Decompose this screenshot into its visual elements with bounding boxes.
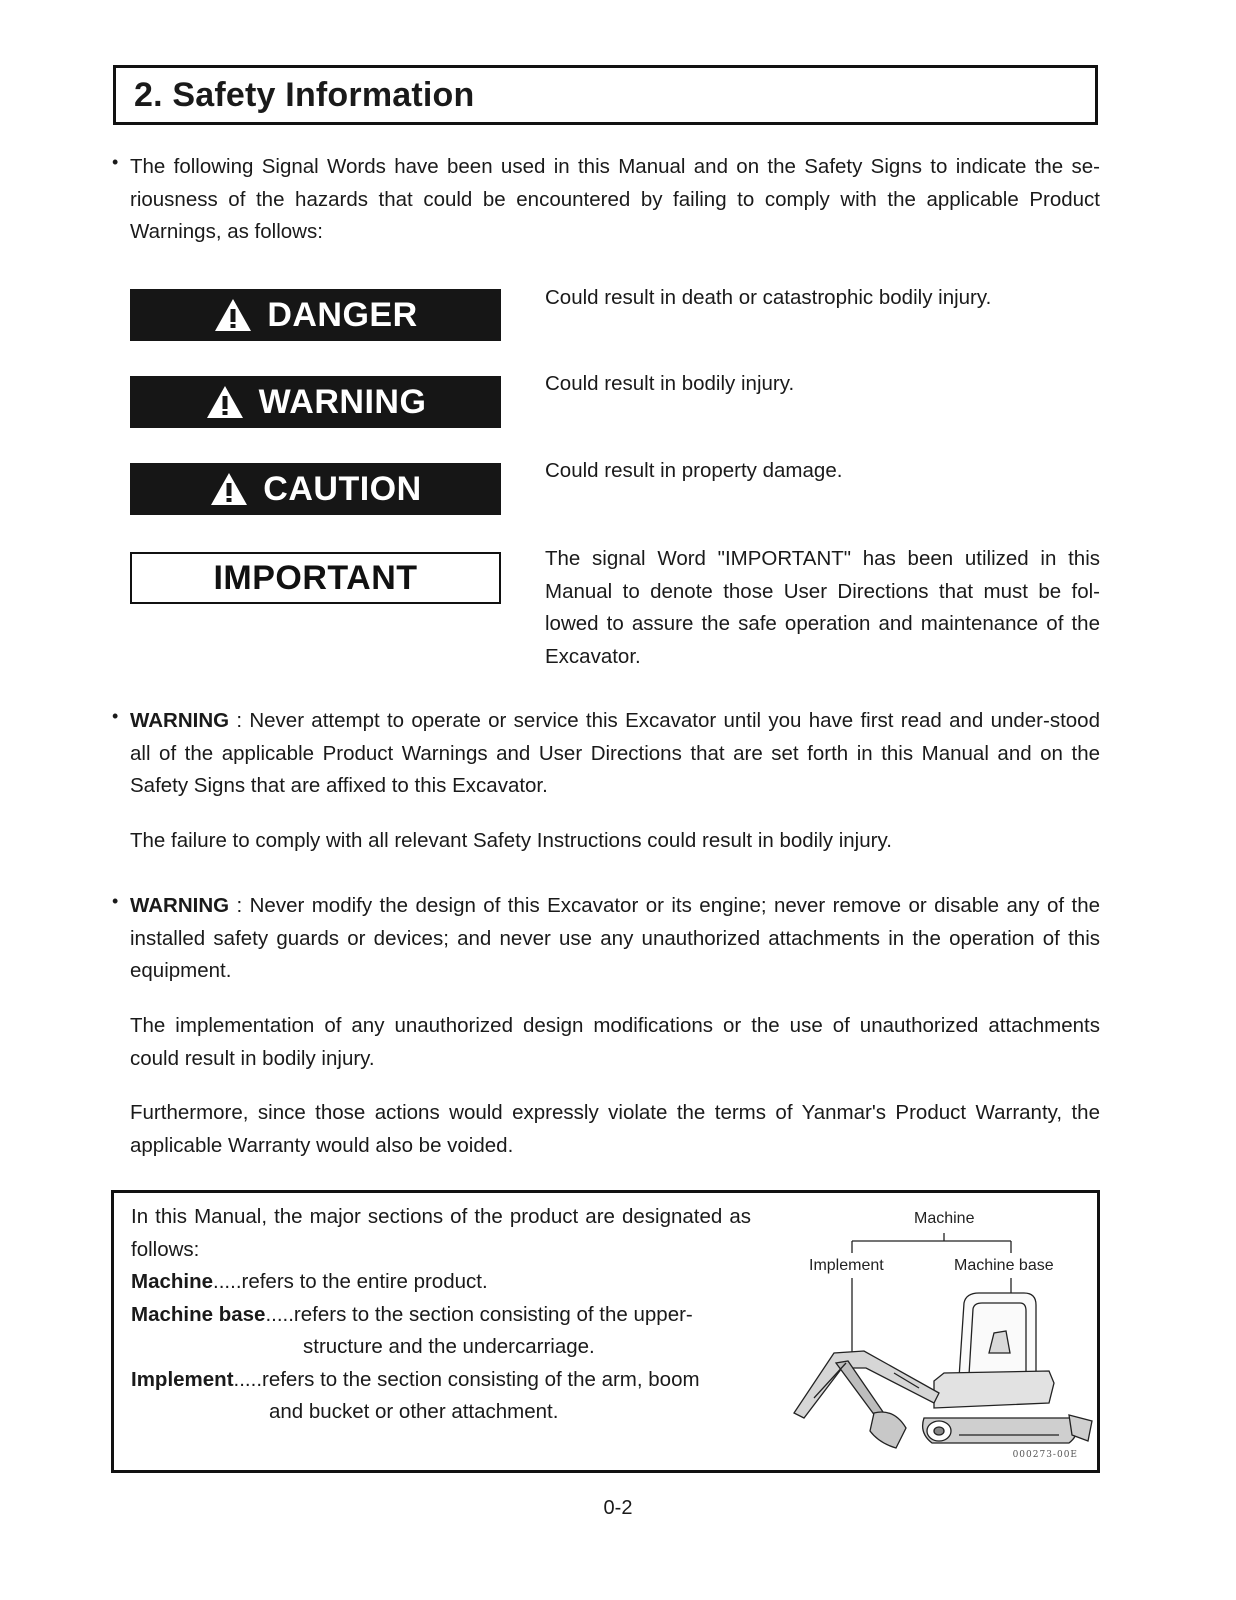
page-title: 2. Safety Information	[134, 75, 475, 114]
bullet-icon: •	[112, 706, 119, 726]
danger-signal-label	[130, 289, 501, 341]
page-number: 0-2	[603, 1497, 633, 1519]
warning-word: WARNING	[258, 382, 427, 421]
caution-word: CAUTION	[263, 469, 422, 508]
warning-label: WARNING	[130, 709, 230, 732]
caution-description: Could result in property damage.	[545, 459, 843, 482]
danger-word: DANGER	[267, 295, 418, 334]
warning-description: Could result in bodily injury.	[545, 372, 795, 395]
figure-code: 000273-00E	[1012, 1450, 1078, 1460]
machine-base-def-cont: structure and the undercarriage.	[303, 1335, 595, 1358]
bullet-icon: •	[112, 891, 119, 911]
figure-label-implement: Implement	[809, 1257, 884, 1274]
warning-text: : Never attempt to operate or service this Excavator until you have first read and under-stood all of the applicable Product Warnings and User Directions that are set forth in this Manual and on the Safety Signs that are affixed to this Excavator.	[130, 709, 1100, 797]
machine-base-def: .....refers to the section consisting of the upper-	[265, 1302, 693, 1326]
machine-base-term: Machine base	[131, 1302, 266, 1326]
section-title-box	[113, 65, 1098, 125]
warning-followup-2a: The implementation of any unauthorized design modifications or the use of unauthorized attachments could result in bodily injury.	[130, 1014, 1100, 1070]
figure-label-machine: Machine	[914, 1210, 975, 1227]
warning-paragraph-2	[130, 890, 1100, 988]
sections-intro: In this Manual, the major sections of the product are designated as follows:	[131, 1205, 751, 1261]
excavator-drawing	[774, 1203, 1094, 1468]
warning-paragraph-1	[130, 705, 1100, 803]
sections-info-box	[111, 1190, 1100, 1473]
machine-base-definition	[131, 1299, 751, 1332]
implement-definition	[131, 1364, 751, 1397]
intro-paragraph: The following Signal Words have been used in this Manual and on the Safety Signs to indicate the se-riousness of the hazards that could be encountered by failing to comply with the applicable Product Warnings, as follows:	[130, 155, 1100, 243]
important-description: The signal Word "IMPORTANT" has been utilized in this Manual to denote those User Directions that must be fol-lowed to assure the safe operation and maintenance of the Excavator.	[545, 547, 1100, 668]
machine-def: .....refers to the entire product.	[213, 1270, 488, 1293]
bullet-icon: •	[112, 152, 119, 172]
figure-label-machine-base: Machine base	[954, 1257, 1054, 1274]
important-signal-label	[130, 552, 501, 604]
warning-label: WARNING	[130, 894, 230, 917]
danger-description: Could result in death or catastrophic bodily injury.	[545, 286, 992, 309]
caution-signal-label	[130, 463, 501, 515]
warning-followup-2b: Furthermore, since those actions would expressly violate the terms of Yanmar's Product Warranty, the applicable Warranty would also be voided.	[130, 1101, 1100, 1157]
machine-term: Machine	[131, 1270, 214, 1293]
implement-def: .....refers to the section consisting of the arm, boom	[233, 1367, 700, 1391]
implement-def-cont: and bucket or other attachment.	[269, 1400, 559, 1423]
machine-definition	[131, 1266, 751, 1299]
warning-signal-label	[130, 376, 501, 428]
alert-triangle-icon	[205, 384, 245, 420]
sections-text	[131, 1201, 751, 1429]
alert-triangle-icon	[209, 471, 249, 507]
implement-term: Implement	[131, 1367, 234, 1391]
alert-triangle-icon	[213, 297, 253, 333]
warning-followup-1: The failure to comply with all relevant Safety Instructions could result in bodily injury.	[130, 829, 892, 852]
warning-text: : Never modify the design of this Excavator or its engine; never remove or disable any of the installed safety guards or devices; and never use any unauthorized attachments in the operation of this equipment.	[130, 894, 1100, 982]
important-word: IMPORTANT	[213, 558, 418, 597]
excavator-figure	[774, 1203, 1094, 1468]
